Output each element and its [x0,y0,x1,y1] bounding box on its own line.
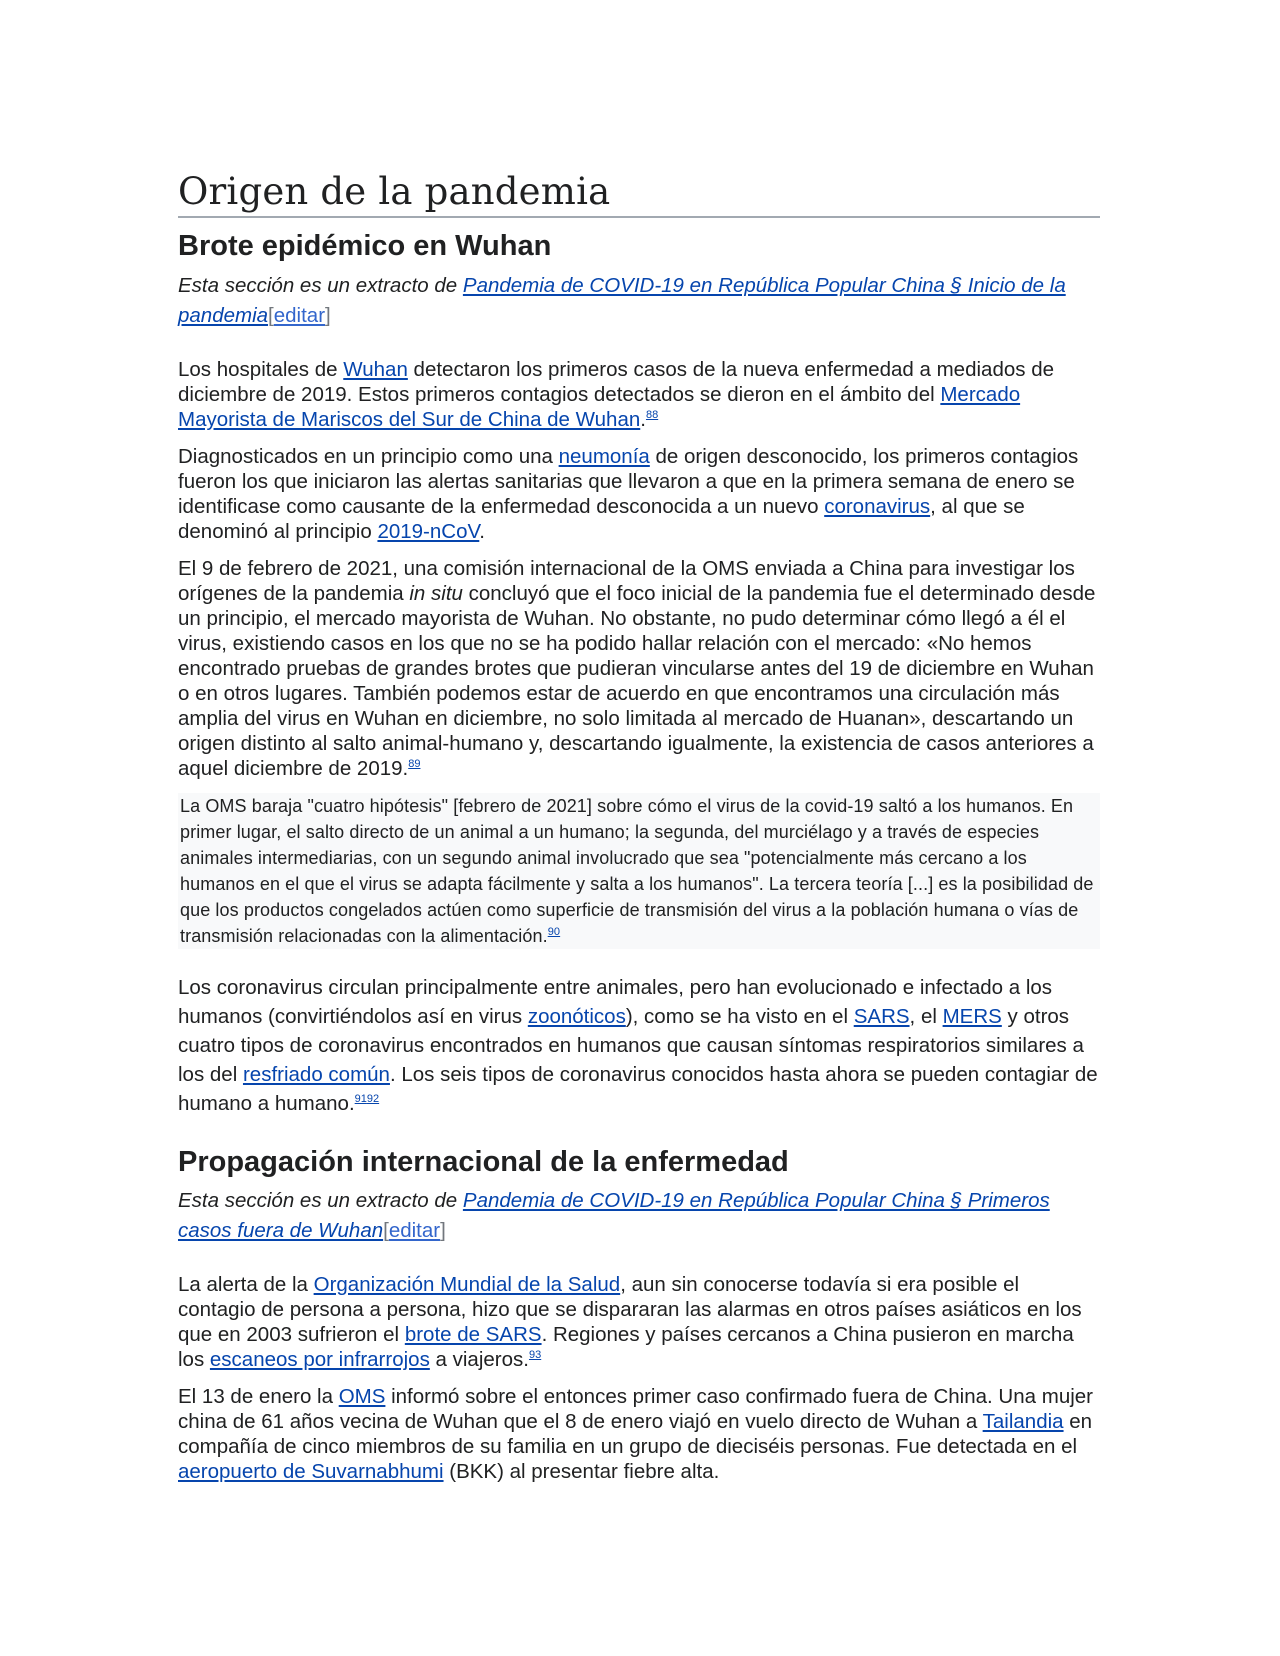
paragraph-text: , el [909,1004,943,1028]
edit-link[interactable]: editar [273,303,326,327]
link-2019-ncov[interactable]: 2019-nCoV [377,519,480,543]
paragraph-text: Diagnosticados en un principio como una [178,444,559,468]
page-title: Origen de la pandemia [178,170,1100,218]
link-mers[interactable]: MERS [942,1004,1002,1028]
reference-link[interactable]: 88 [645,408,659,421]
section-heading-propagacion: Propagación internacional de la enfermedad [178,1145,789,1178]
paragraph-text: ), como se ha visto en el [625,1004,854,1028]
edit-bracket-open: [ [383,1218,389,1242]
paragraph [178,973,1100,1118]
paragraph-text: en compañía de cinco miembros de su familia en un grupo de dieciséis personas. Fue detectada en el [178,1409,1093,1458]
link-aeropuerto-suvarnabhumi[interactable]: aeropuerto de Suvarnabhumi [178,1459,444,1483]
paragraph-text: . [479,519,485,543]
blockquote [178,793,1100,949]
paragraph-text: La alerta de la [178,1272,314,1296]
link-neumonia[interactable]: neumonía [558,444,650,468]
reference-93 [529,1349,541,1361]
section-heading-brote: Brote epidémico en Wuhan [178,230,552,263]
excerpt-hatnote [178,271,1100,331]
edit-bracket-close: ] [440,1218,446,1242]
link-zoonoticos[interactable]: zoonóticos [527,1004,626,1028]
paragraph-text: El 9 de febrero de 2021, una comisión internacional de la OMS enviada a China para investigar los orígenes de la pandemia [178,556,1075,605]
edit-bracket-close: ] [325,303,331,327]
link-oms-organizacion[interactable]: Organización Mundial de la Salud [313,1272,621,1296]
paragraph-text: (BKK) al presentar fiebre alta. [443,1459,720,1483]
paragraph-text: concluyó que el foco inicial de la pandemia fue el determinado desde un principio, el mercado mayorista de Wuhan. No obstante, no pudo determinar cómo llegó a él el virus, existiendo casos en los que no se ha podido hallar relación con el mercado: «No hemos encontrado pruebas de grandes brotes que pudieran vincularse antes del 19 de diciembre en Wuhan o en otros lugares. También podemos estar de acuerdo en que encontramos una circulación más amplia del virus en Wuhan en diciembre, no solo limitada al mercado de Huanan», descartando un origen distinto al salto animal-humano y, descartando igualmente, la existencia de casos anteriores a aquel diciembre de 2019. [178,581,1096,780]
reference-link[interactable]: 91 [354,1092,367,1105]
reference-link[interactable]: 90 [547,925,561,938]
reference-link[interactable]: 93 [528,1349,542,1362]
paragraph-text: . Regiones y países cercanos a China pusieron en marcha los [178,1322,1074,1371]
link-tailandia[interactable]: Tailandia [982,1409,1064,1433]
paragraph-text: informó sobre el entonces primer caso confirmado fuera de China. Una mujer china de 61 años vecina de Wuhan que el 8 de enero viajó en vuelo directo de Wuhan a [178,1384,1093,1433]
paragraph [178,357,1100,432]
reference-link[interactable]: 92 [366,1092,380,1105]
paragraph-text: detectaron los primeros casos de la nueva enfermedad a mediados de diciembre de 2019. Estos primeros contagios detectados se dieron en el ámbito del [178,357,1054,406]
reference-89 [408,758,420,770]
emphasis-in-situ: in situ [409,581,463,605]
link-wuhan[interactable]: Wuhan [343,357,408,381]
paragraph [178,556,1100,781]
article-content [178,170,1100,1496]
link-oms[interactable]: OMS [338,1384,386,1408]
excerpt-hatnote [178,1186,1100,1246]
paragraph-text: Los coronavirus circulan principalmente entre animales, pero han evolucionado e infectado a los humanos (convirtiéndolos así en virus [178,975,1053,1028]
paragraph-text: . [640,407,646,431]
link-sars[interactable]: SARS [853,1004,910,1028]
paragraph-text: El 13 de enero la [178,1384,339,1408]
paragraph-text: , aun sin conocerse todavía si era posible el contagio de persona a persona, hizo que se dispararan las alarmas en otros países asiáticos en los que en 2003 sufrieron el [178,1272,1082,1346]
reference-link[interactable]: 89 [408,757,421,770]
link-coronavirus[interactable]: coronavirus [824,494,931,518]
excerpt-source-link[interactable]: Pandemia de COVID-19 en República Popular China § Inicio de la pandemia [178,273,1066,327]
edit-link[interactable]: editar [388,1218,441,1242]
paragraph-text: , al que se denominó al principio [178,494,1025,543]
excerpt-source-link[interactable]: Pandemia de COVID-19 en República Popular China § Primeros casos fuera de Wuhan [178,1188,1050,1242]
quote-text: La OMS baraja "cuatro hipótesis" [febrero de 2021] sobre cómo el virus de la covid-19 saltó a los humanos. En primer lugar, el salto directo de un animal a un humano; la segunda, del murciélago y a través de especies animales intermediarias, con un segundo animal involucrado que sea "potencialmente más cercano a los humanos en el que el virus se adapta fácilmente y salta a los humanos". La tercera teoría [...] es la posibilidad de que los productos congelados actúen como superficie de transmisión del virus a la población humana o vías de transmisión relacionadas con la alimentación. [180,795,1094,946]
reference-91-92 [355,1093,380,1105]
paragraph-text: Los hospitales de [178,357,344,381]
hatnote-prefix: Esta sección es un extracto de [178,273,463,297]
paragraph-text: a viajeros. [429,1347,529,1371]
edit-section-control [268,304,331,327]
paragraph [178,1272,1100,1372]
hatnote-prefix: Esta sección es un extracto de [178,1188,463,1212]
link-resfriado-comun[interactable]: resfriado común [242,1062,390,1086]
paragraph [178,1384,1100,1484]
link-brote-de-sars[interactable]: brote de SARS [404,1322,542,1346]
link-escaneos-infrarrojos[interactable]: escaneos por infrarrojos [209,1347,430,1371]
reference-90 [548,926,560,938]
paragraph-text: y otros cuatro tipos de coronavirus encontrados en humanos que causan síntomas respiratorios similares a los del [178,1004,1084,1086]
paragraph [178,444,1100,544]
paragraph-text: . Los seis tipos de coronavirus conocidos hasta ahora se pueden contagiar de humano a humano. [178,1062,1098,1115]
reference-88 [646,409,658,421]
paragraph-text: de origen desconocido, los primeros contagios fueron los que iniciaron las alertas sanitarias que llevaron a que en la primera semana de enero se identificase como causante de la enfermedad desconocida a un nuevo [178,444,1079,518]
link-mercado-mayorista[interactable]: Mercado Mayorista de Mariscos del Sur de China de Wuhan [178,382,1021,431]
edit-section-control [383,1219,446,1242]
edit-bracket-open: [ [268,303,274,327]
